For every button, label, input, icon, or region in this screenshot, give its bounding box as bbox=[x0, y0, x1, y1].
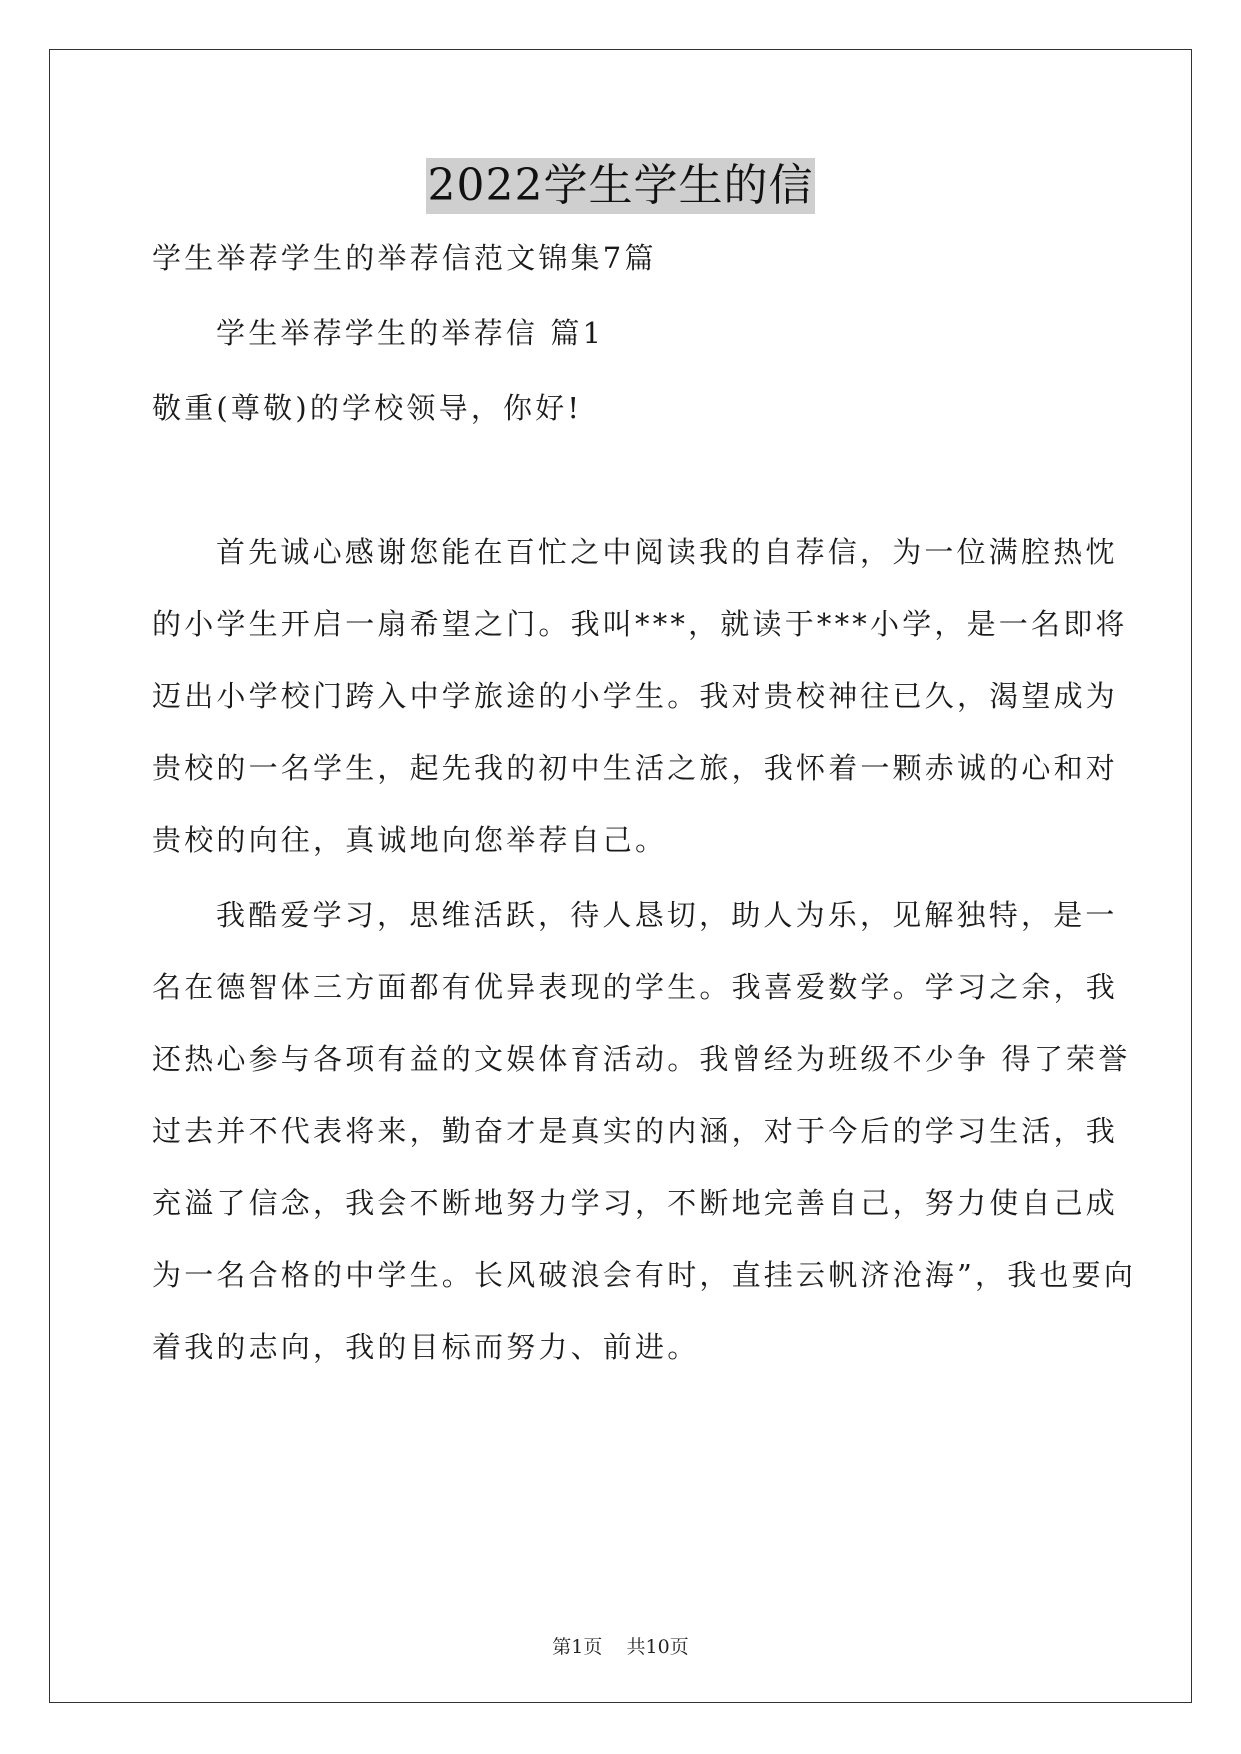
paragraph-line: 迈出小学校门跨入中学旅途的小学生。我对贵校神往已久，渴望成为 bbox=[152, 679, 1119, 713]
paragraph-line: 贵校的向往，真诚地向您举荐自己。 bbox=[152, 823, 668, 857]
salutation: 敬重(尊敬)的学校领导，你好! bbox=[152, 391, 583, 425]
paragraph-line: 的小学生开启一扇希望之门。我叫***，就读于***小学，是一名即将 bbox=[152, 607, 1128, 641]
paragraph-line: 我酷爱学习，思维活跃，待人恳切，助人为乐，见解独特，是一 bbox=[216, 898, 1118, 932]
paragraph-line: 还热心参与各项有益的文娱体育活动。我曾经为班级不少争 得了荣誉 bbox=[152, 1042, 1131, 1076]
paragraph-line: 充溢了信念，我会不断地努力学习，不断地完善自己，努力使自己成 bbox=[152, 1186, 1119, 1220]
title-container bbox=[0, 158, 1241, 214]
paragraph-line: 着我的志向，我的目标而努力、前进。 bbox=[152, 1330, 700, 1364]
subtitle: 学生举荐学生的举荐信范文锦集7篇 bbox=[152, 241, 657, 275]
paragraph-line: 贵校的一名学生，起先我的初中生活之旅，我怀着一颗赤诚的心和对 bbox=[152, 751, 1119, 785]
paragraph-line: 过去并不代表将来，勤奋才是真实的内涵，对于今后的学习生活，我 bbox=[152, 1114, 1119, 1148]
paragraph-line: 名在德智体三方面都有优异表现的学生。我喜爱数学。学习之余，我 bbox=[152, 970, 1119, 1004]
paragraph-line: 为一名合格的中学生。长风破浪会有时，直挂云帆济沧海”，我也要向 bbox=[152, 1258, 1137, 1292]
page-border bbox=[49, 49, 1192, 1703]
section-heading: 学生举荐学生的举荐信 篇1 bbox=[216, 316, 605, 350]
document-title: 2022学生学生的信 bbox=[426, 158, 816, 214]
page-number-footer: 第1页 共10页 bbox=[552, 1636, 689, 1658]
paragraph-line: 首先诚心感谢您能在百忙之中阅读我的自荐信，为一位满腔热忱 bbox=[216, 535, 1118, 569]
